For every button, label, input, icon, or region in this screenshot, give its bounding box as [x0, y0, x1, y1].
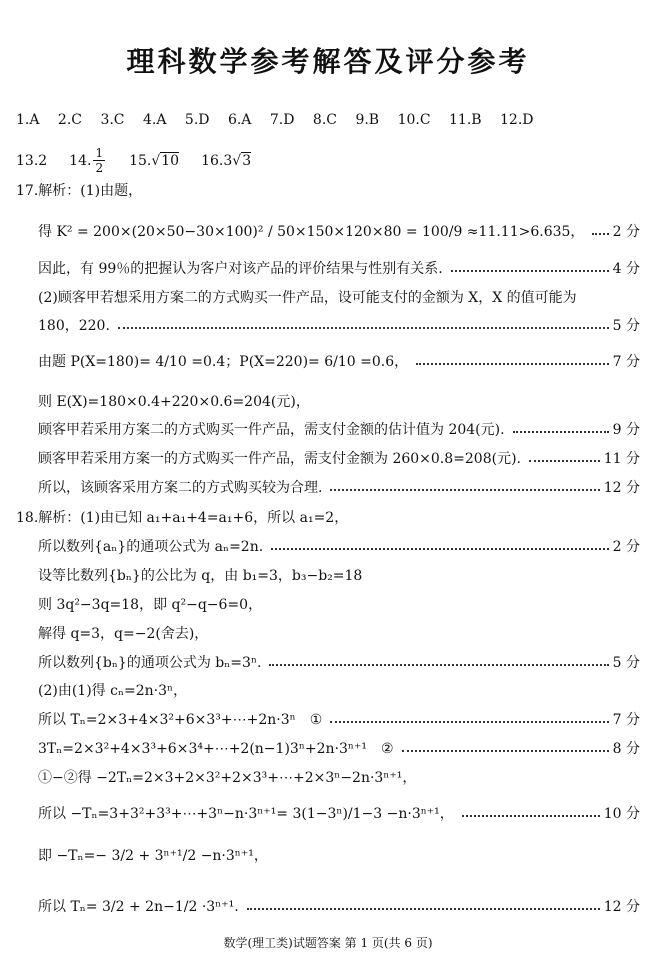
- solution-line: [38, 316, 640, 336]
- solution-line: [38, 392, 640, 412]
- line-text: 设等比数列{bₙ}的公比为 q，由 b₁=3，b₃−b₂=18: [38, 568, 363, 584]
- line-text: 3Tₙ=2×3²+4×3³+6×3⁴+⋯+2(n−1)3ⁿ+2n·3ⁿ⁺¹ ②: [38, 741, 394, 757]
- line-text: 由题 P(X=180)= 4/10 =0.4；P(X=220)= 6/10 =0.6，: [38, 354, 409, 370]
- solution-line: [38, 897, 640, 917]
- score-label: 8 分: [612, 741, 640, 757]
- score-label: 11 分: [603, 451, 640, 467]
- fraction: $\frac{1}{2}$: [95, 146, 104, 175]
- score-label: 10 分: [603, 806, 640, 822]
- solution-line: [38, 566, 640, 586]
- dot-leader: [330, 721, 608, 723]
- score-label: 5 分: [612, 655, 640, 671]
- solution-line: [38, 624, 640, 644]
- score-label: 4 分: [612, 261, 640, 277]
- line-text: 所以数列{bₙ}的通项公式为 bₙ=3ⁿ.: [38, 655, 262, 671]
- solution-line: [38, 259, 640, 279]
- score-label: 7 分: [612, 712, 640, 728]
- line-text: 180，220.: [38, 318, 110, 334]
- line-text: 所以数列{aₙ}的通项公式为 aₙ=2n.: [38, 539, 264, 555]
- answer-15: 15. √ 10: [129, 152, 180, 169]
- solution-line: [38, 537, 640, 557]
- score-label: 2 分: [612, 224, 640, 240]
- answer-item: 2.C: [57, 112, 82, 128]
- line-text: 所以 Tₙ= 3/2 + 2n−1/2 ·3ⁿ⁺¹.: [38, 899, 239, 915]
- solution-line: [38, 768, 640, 788]
- solution-line: [38, 804, 640, 824]
- dot-leader: [271, 548, 608, 550]
- line-text: (2)由(1)得 cₙ=2n·3ⁿ，: [38, 683, 188, 699]
- line-text: 17.解析：(1)由题，: [16, 183, 143, 199]
- answer-13: 13.2: [16, 152, 48, 169]
- dot-leader: [451, 270, 609, 272]
- line-text: 所以 Tₙ=2×3+4×3²+6×3³+⋯+2n·3ⁿ ①: [38, 712, 323, 728]
- solution-line: [38, 710, 640, 730]
- solution-line: [38, 846, 640, 866]
- answer-item: 7.D: [269, 112, 295, 128]
- dot-leader: [247, 908, 600, 910]
- answer-16: 16.3 √ 3: [201, 152, 252, 169]
- solution-line: [38, 478, 640, 498]
- answer-item: 6.A: [227, 112, 252, 128]
- dot-leader: [269, 664, 608, 666]
- score-label: 7 分: [612, 354, 640, 370]
- solution-line: [38, 681, 640, 701]
- answer-item: 11.B: [449, 112, 482, 128]
- line-text: 顾客甲若采用方案二的方式购买一件产品，需支付金额的估计值为 204(元).: [38, 422, 505, 438]
- fill-answers: [16, 146, 273, 175]
- line-text: ①−②得 −2Tₙ=2×3+2×3²+2×3³+⋯+2×3ⁿ−2n·3ⁿ⁺¹，: [38, 770, 417, 786]
- page-footer: 数学(理工类)试题答案 第 1 页(共 6 页): [223, 936, 433, 950]
- line-text: 所以，该顾客采用方案二的方式购买较为合理.: [38, 480, 323, 496]
- solution-line: [38, 739, 640, 759]
- answer-14: 14. $\frac{1}{2}$: [69, 146, 104, 175]
- line-text: 18.解析：(1)由已知 a₁+a₁+4=a₁+6，所以 a₁=2，: [16, 510, 349, 526]
- dot-leader: [118, 327, 609, 329]
- solution-line: [16, 508, 618, 528]
- dot-leader: [529, 460, 600, 462]
- answer-item: 5.D: [184, 112, 210, 128]
- answer-item: 9.B: [355, 112, 380, 128]
- line-text: 则 3q²−3q=18，即 q²−q−6=0，: [38, 597, 263, 613]
- answer-item: 4.A: [142, 112, 167, 128]
- line-text: 解得 q=3，q=−2(舍去)，: [38, 626, 209, 642]
- solution-line: [38, 288, 640, 308]
- solution-line: [16, 181, 618, 201]
- score-label: 12 分: [603, 480, 640, 496]
- solution-line: [38, 222, 640, 242]
- page-title: 理科数学参考解答及评分参考: [126, 45, 530, 78]
- line-text: 因此，有 99％的把握认为客户对该产品的评价结果与性别有关系.: [38, 261, 443, 277]
- dot-leader: [402, 750, 609, 752]
- answer-item: 12.D: [500, 112, 534, 128]
- dot-leader: [592, 233, 608, 235]
- choice-answers: [16, 112, 548, 128]
- dot-leader: [416, 363, 609, 365]
- dot-leader: [513, 431, 609, 433]
- line-text: 顾客甲若采用方案一的方式购买一件产品，需支付金额为 260×0.8=208(元).: [38, 451, 521, 467]
- answer-item: 3.C: [100, 112, 125, 128]
- answer-item: 1.A: [16, 112, 40, 128]
- score-label: 9 分: [612, 422, 640, 438]
- solution-line: [38, 653, 640, 673]
- line-text: 所以 −Tₙ=3+3²+3³+⋯+3ⁿ−n·3ⁿ⁺¹= 3(1−3ⁿ)/1−3 −n·3ⁿ⁺¹，: [38, 806, 454, 822]
- line-text: (2)顾客甲若想采用方案二的方式购买一件产品，设可能支付的金额为 X，X 的值可能为: [38, 290, 577, 306]
- line-text: 则 E(X)=180×0.4+220×0.6=204(元)，: [38, 394, 310, 410]
- line-text: 即 −Tₙ=− 3/2 + 3ⁿ⁺¹/2 −n·3ⁿ⁺¹，: [38, 848, 268, 864]
- score-label: 2 分: [612, 539, 640, 555]
- dot-leader: [462, 815, 600, 817]
- solution-line: [38, 449, 640, 469]
- score-label: 5 分: [612, 318, 640, 334]
- answer-item: 8.C: [312, 112, 337, 128]
- solution-line: [38, 420, 640, 440]
- line-text: 得 K² = 200×(20×50−30×100)² / 50×150×120×80 = 100/9 ≈11.11>6.635，: [38, 224, 585, 240]
- solution-line: [38, 595, 640, 615]
- score-label: 12 分: [603, 899, 640, 915]
- dot-leader: [330, 489, 599, 491]
- solution-line: [38, 352, 640, 372]
- answer-item: 10.C: [397, 112, 431, 128]
